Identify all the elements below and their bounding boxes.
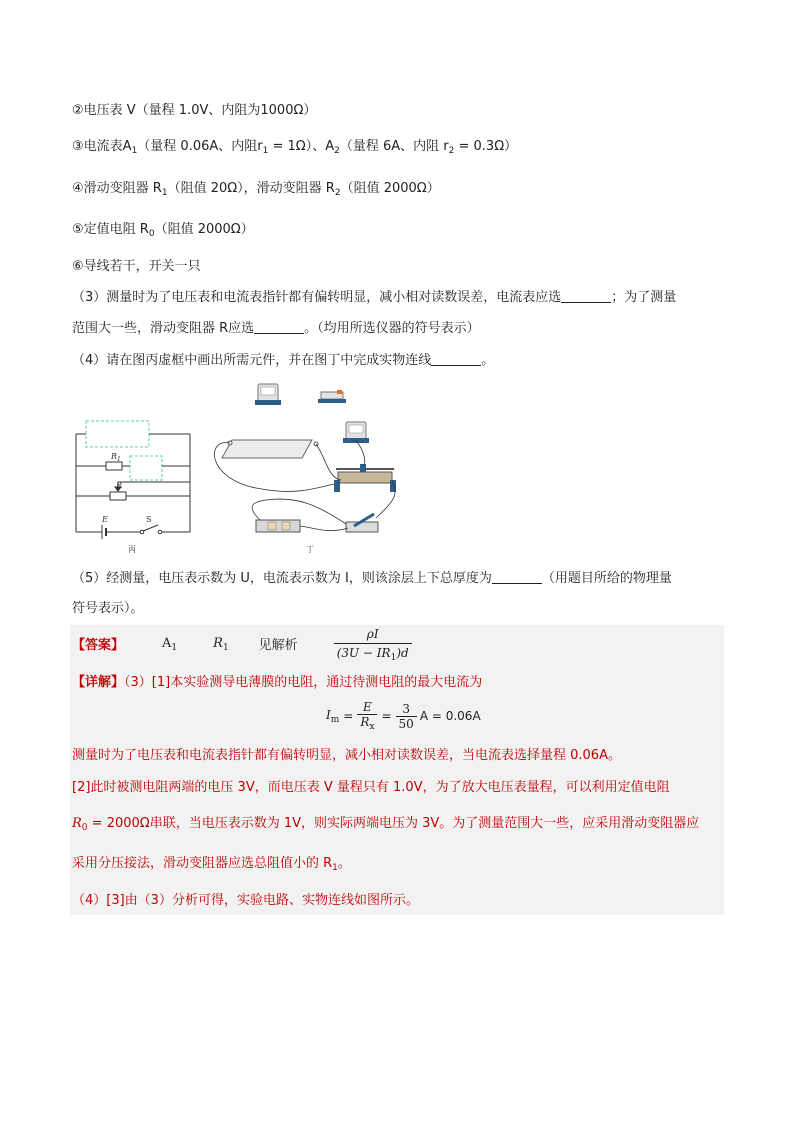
dashed-box-top <box>86 421 149 447</box>
detail-line3: [2]此时被测电阻两端的电压 3V，而电压表 V 量程只有 1.0V，为了放大电压表量程，可以利用定值电阻 <box>72 780 670 795</box>
answer-4-fraction <box>334 625 412 667</box>
label-bing: 丙 <box>128 545 136 554</box>
equation-result: A = 0.06A <box>419 709 481 723</box>
ammeter-text: ③电流表A <box>72 139 132 154</box>
answer-blank <box>561 290 611 303</box>
fraction-numerator: ρI <box>334 625 412 644</box>
label-r: R <box>116 481 123 490</box>
ammeter-device <box>343 422 369 443</box>
q5-text: （用题目所给的物理量 <box>541 571 672 586</box>
voltmeter-device <box>255 384 281 405</box>
question-5-line1 <box>72 570 672 588</box>
q5-text: （5）经测量，电压表示数为 U，电流表示数为 I，则该涂层上下总厚度为 <box>72 571 492 586</box>
switch-device <box>346 514 378 532</box>
ammeter-text: = 0.3Ω） <box>454 139 518 154</box>
battery-box-device <box>256 520 300 532</box>
detail-text: （3）[1]本实验测导电薄膜的电阻，通过待测电阻的最大电流为 <box>124 675 483 690</box>
detail-line6: （4）[3]由（3）分析可得，实验电路、实物连线如图所示。 <box>72 893 419 908</box>
circuit-diagram <box>76 421 190 539</box>
detail-line4: $R_0 = 2000\Omega$串联，当电压表示数为 1V，则实际两端电压为 3V。为了测量范围大一些，应采用滑动变阻器应 <box>72 816 700 833</box>
answer-1: $A_1$ <box>162 636 178 653</box>
answer-3: 见解析 <box>258 638 298 653</box>
resistor-r1 <box>106 462 122 470</box>
question-4 <box>72 352 494 370</box>
answer-blank <box>254 321 304 334</box>
q4-text: （4）请在图丙虚框中画出所需元件，并在图丁中完成实物连线 <box>72 353 432 368</box>
ammeter-text: = 1Ω）、A <box>268 139 335 154</box>
fixed-text: （阻值 2000Ω） <box>154 222 254 237</box>
answer-blank <box>431 353 481 366</box>
item-wires: ⑥导线若干，开关一只 <box>72 259 201 274</box>
answer-label: 【答案】 <box>72 638 125 653</box>
label-r1: $R_1$ <box>111 452 121 463</box>
item-voltmeter: ②电压表 V（量程 1.0V、内阻为1000Ω） <box>72 103 317 118</box>
answer-line <box>72 628 412 664</box>
q3-text: ；为了测量 <box>611 290 677 305</box>
question-3-line2 <box>72 320 480 338</box>
rheostat-text: （阻值 2000Ω） <box>340 181 440 196</box>
rheostat-text: ④滑动变阻器 R <box>72 181 162 196</box>
answer-2: $R_1$ <box>213 636 229 653</box>
fixed-resistor-device <box>318 390 346 403</box>
label-s: S <box>146 515 152 524</box>
question-5-line2: 符号表示）。 <box>72 601 144 616</box>
detail-line2: 测量时为了电压表和电流表指针都有偏转明显，减小相对读数误差，当电流表选择量程 0.06A。 <box>72 748 621 763</box>
q3-text: 。（均用所选仪器的符号表示） <box>304 321 480 336</box>
answer-blank <box>492 571 542 584</box>
fixed-text: ⑤定值电阻 R <box>72 222 149 237</box>
item-ammeters: ③电流表$A_1$（量程 0.06A、内阻$r_1 = 1\Omega$）、$A_2$（量程 6A、内阻 $r_2 = 0.3\Omega$） <box>72 139 518 156</box>
ammeter-text: （量程 6A、内阻 r <box>339 139 449 154</box>
rheostat-text: （阻值 20Ω），滑动变阻器 R <box>167 181 335 196</box>
dashed-box-right <box>130 456 162 480</box>
rheostat-r <box>110 492 126 500</box>
equation-fraction-e-over-r: $\frac{E}{R_x}$ <box>357 700 377 732</box>
fraction-denominator: $(3U - IR_1)d$ <box>336 646 409 663</box>
ammeter-text: （量程 0.06A、内阻r <box>137 139 263 154</box>
apparatus-figure <box>214 384 396 532</box>
equation-fraction-3-over-50: $\frac{3}{50}$ <box>396 702 417 731</box>
q3-text: （3）测量时为了电压表和电流表指针都有偏转明显，减小相对读数误差，电流表应选 <box>72 290 562 305</box>
label-ding: 丁 <box>306 545 314 554</box>
q4-text: 。 <box>481 353 495 368</box>
label-e: E <box>102 515 108 524</box>
detail-equation: $I_m$ = $\frac{E}{R_x}$ = $\frac{3}{50}$ A = 0.06A <box>326 700 481 732</box>
detail-line5: 采用分压接法，滑动变阻器应选总阻值小的 $R_1$。 <box>72 856 351 873</box>
switch-s <box>143 525 158 531</box>
question-3-line1 <box>72 289 676 307</box>
item-rheostats: ④滑动变阻器 $R_1$（阻值 20Ω），滑动变阻器 $R_2$（阻值 2000Ω） <box>72 181 440 198</box>
detail-line1 <box>72 674 482 692</box>
sliding-rheostat-device <box>334 464 396 492</box>
detail-label: 【详解】 <box>72 675 125 690</box>
q3-text: 范围大一些，滑动变阻器 R应选 <box>72 321 255 336</box>
film-sample-plate <box>222 440 312 458</box>
circuit-figures <box>66 378 426 560</box>
item-fixed-resistor: ⑤定值电阻 $R_0$（阻值 2000Ω） <box>72 222 254 239</box>
